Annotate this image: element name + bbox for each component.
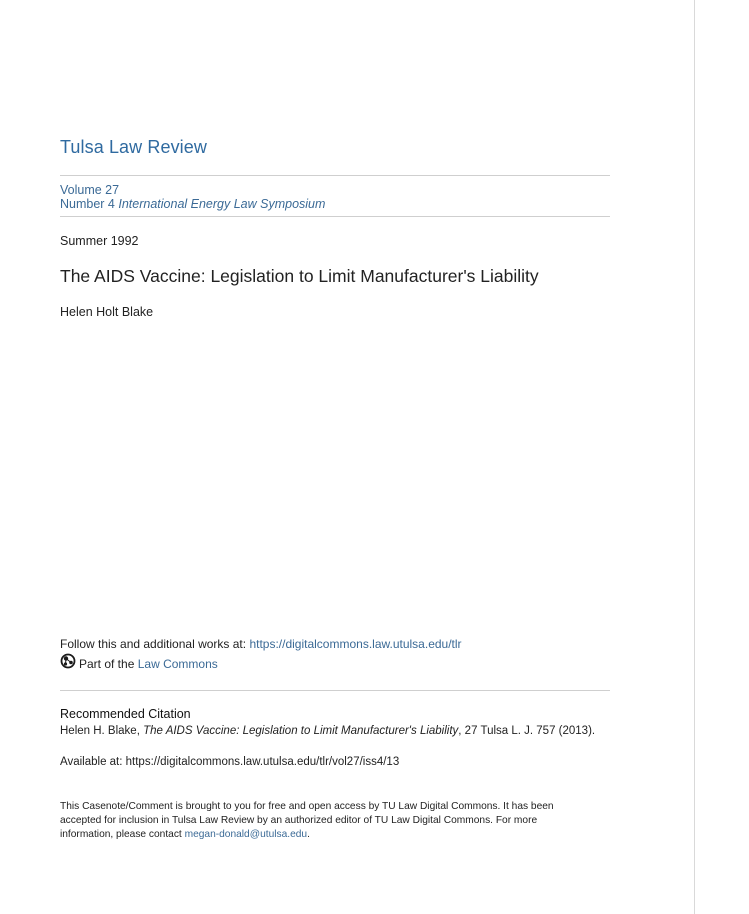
divider [60, 690, 610, 691]
volume-link[interactable]: Volume 27 [60, 183, 120, 197]
part-of-prefix: Part of the [79, 657, 135, 671]
issue-number-link[interactable]: Number 4 [60, 197, 115, 211]
issue-info [60, 183, 325, 211]
access-notice [60, 800, 590, 842]
follow-line [60, 637, 462, 651]
network-icon [60, 653, 76, 669]
publication-date: Summer 1992 [60, 234, 139, 248]
issue-name-link[interactable]: International Energy Law Symposium [118, 197, 326, 211]
repository-url-link[interactable]: https://digitalcommons.law.utulsa.edu/tlr [249, 637, 462, 651]
contact-email-link[interactable]: megan-donald@utulsa.edu [184, 829, 308, 840]
citation-text [60, 725, 595, 737]
recommended-citation-heading: Recommended Citation [60, 707, 191, 721]
follow-prefix: Follow this and additional works at: [60, 637, 250, 651]
divider [60, 216, 610, 217]
notice-end: . [307, 829, 310, 840]
law-commons-link[interactable]: Law Commons [137, 657, 218, 671]
article-title: The AIDS Vaccine: Legislation to Limit Manufacturer's Liability [60, 266, 539, 286]
journal-title-link[interactable]: Tulsa Law Review [60, 137, 207, 157]
citation-author: Helen H. Blake, [60, 725, 144, 737]
divider [60, 175, 610, 176]
part-of-line [60, 656, 218, 672]
notice-text: This Casenote/Comment is brought to you for free and open access by TU Law Digital Commons. It has been accepted for inclusion in Tulsa Law Review by an authorized editor of TU Law Digital Commons. For more information, please contact [60, 801, 554, 840]
page-edge-divider [694, 0, 695, 914]
article-author: Helen Holt Blake [60, 305, 154, 319]
citation-title: The AIDS Vaccine: Legislation to Limit Manufacturer's Liability [143, 725, 459, 737]
available-at: Available at: https://digitalcommons.law.utulsa.edu/tlr/vol27/iss4/13 [60, 756, 400, 768]
citation-source: , 27 Tulsa L. J. 757 (2013). [458, 725, 596, 737]
